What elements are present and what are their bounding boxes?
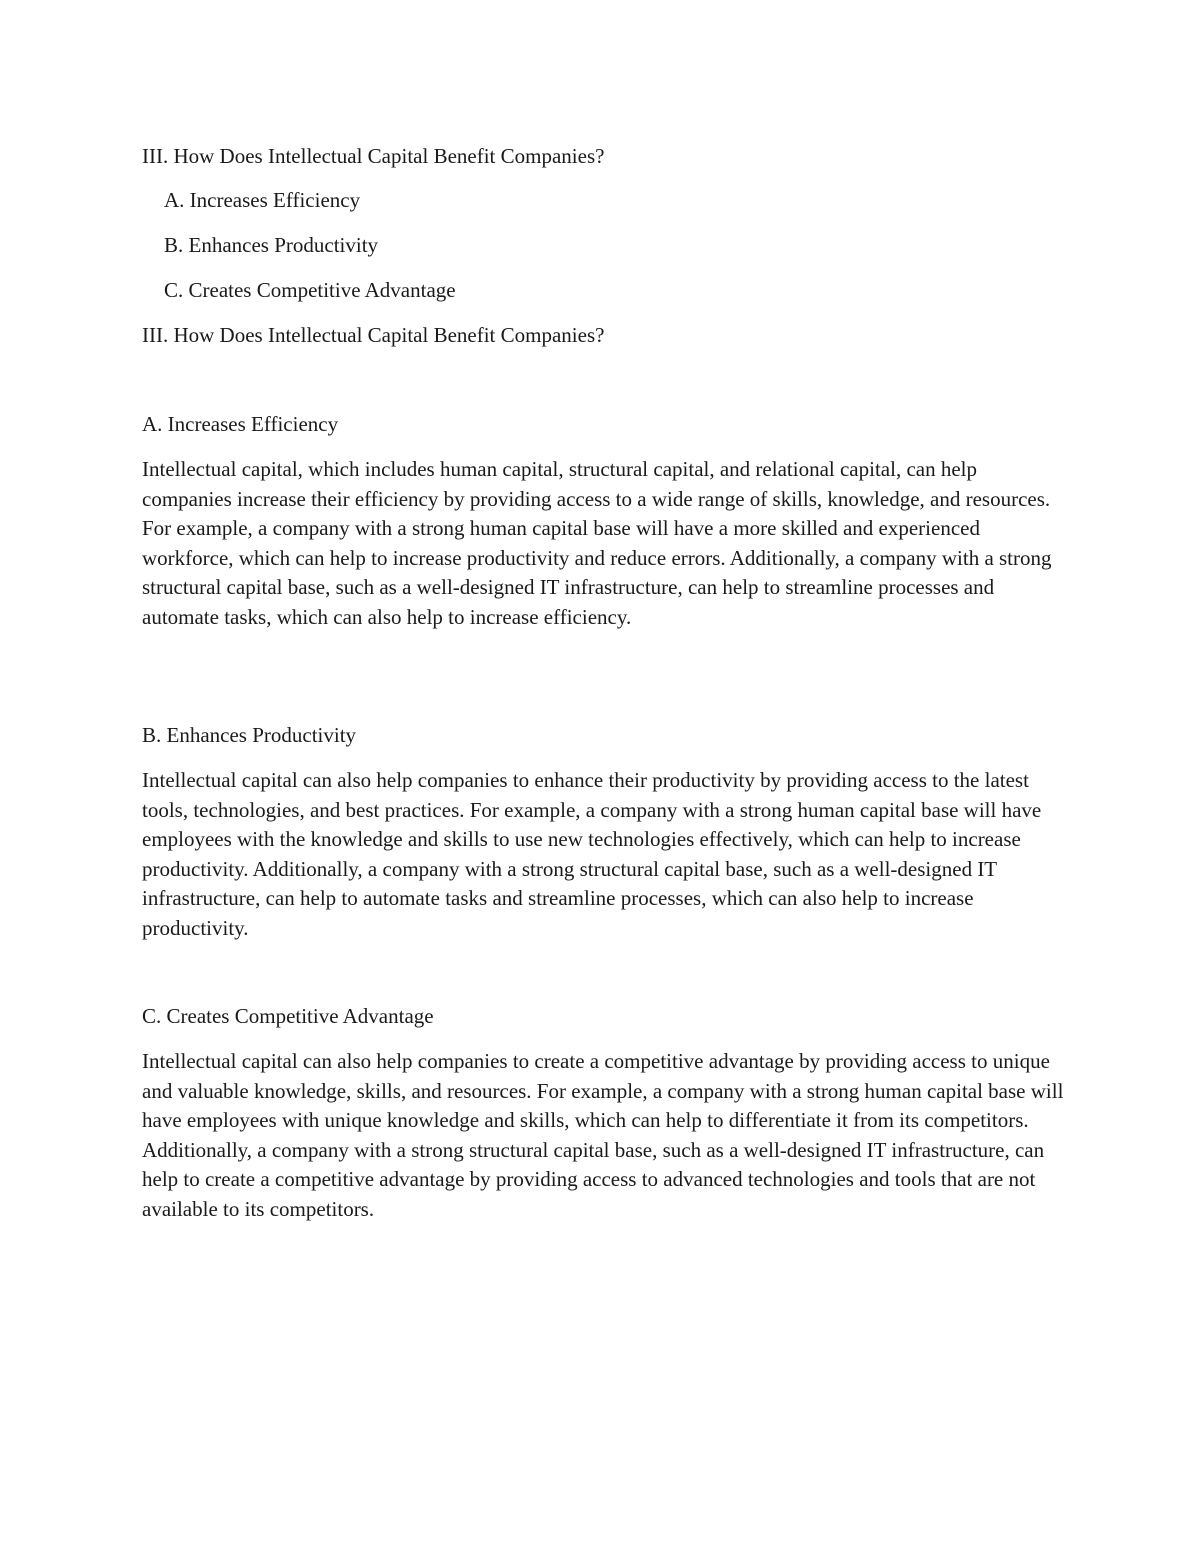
subsection-body-competitive: Intellectual capital can also help companies to create a competitive advantage by providing access to unique and valuable knowledge, skills, and resources. For example, a company with a strong human capital base will have employees with unique knowledge and skills, which can help to differentiate it from its competitors. Additionally, a company with a strong structural capital base, such as a well-designed IT infrastructure, can help to create a competitive advantage by providing access to advanced technologies and tools that are not available to its competitors.	[142, 1049, 1064, 1221]
outline-heading: III. How Does Intellectual Capital Benefit Companies?	[142, 144, 605, 168]
outline-item-efficiency: A. Increases Efficiency	[164, 188, 361, 212]
subsection-body-productivity: Intellectual capital can also help companies to enhance their productivity by providing access to the latest tools, technologies, and best practices. For example, a company with a strong human capital base will have employees with the knowledge and skills to use new technologies effectively, which can help to increase productivity. Additionally, a company with a strong structural capital base, such as a well-designed IT infrastructure, can help to automate tasks and streamline processes, which can also help to increase productivity.	[142, 768, 1042, 940]
subsection-heading-competitive: C. Creates Competitive Advantage	[142, 1004, 434, 1028]
subsection-heading-productivity: B. Enhances Productivity	[142, 723, 357, 747]
subsection-heading-efficiency: A. Increases Efficiency	[142, 412, 339, 436]
outline-item-competitive: C. Creates Competitive Advantage	[164, 278, 456, 302]
section-heading: III. How Does Intellectual Capital Benefit Companies?	[142, 323, 605, 347]
subsection-body-efficiency: Intellectual capital, which includes human capital, structural capital, and relational capital, can help companies increase their efficiency by providing access to a wide range of skills, knowledge, and resources. For example, a company with a strong human capital base will have a more skilled and experienced workforce, which can help to increase productivity and reduce errors. Additionally, a company with a strong structural capital base, such as a well-designed IT infrastructure, can help to streamline processes and automate tasks, which can also help to increase efficiency.	[142, 457, 1052, 629]
outline-item-productivity: B. Enhances Productivity	[164, 233, 379, 257]
